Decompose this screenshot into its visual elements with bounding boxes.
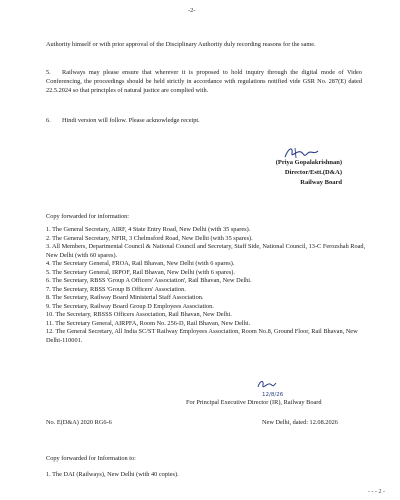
handwritten-initials <box>256 378 283 400</box>
dated-line: New Delhi, dated: 12.08.2026 <box>262 419 338 426</box>
copy-list-item: 6. The Secretary, RBSS 'Group A Officers' Association', Rail Bhavan, New Delhi. <box>46 277 252 284</box>
copy-list-item: 2. The General Secretary, NFIR, 3 Chelmsford Road, New Delhi (with 35 spares). <box>46 234 253 242</box>
paragraph-5-text: Railways may please ensure that wherever it is proposed to hold inquiry through the digital mode of Video Conferencing, the proceedings should be held strictly in accordance with regulations notified vide GSR No. 287(E) dated 22.5.2024 so that principles of natural justice are complied with. <box>46 69 362 95</box>
paragraph-6-number: 6. <box>46 117 51 124</box>
paragraph-6-text: Hindi version will follow. Please acknowledge receipt. <box>62 117 200 124</box>
signatory-designation: Director/Estt.(D&A) <box>284 169 342 177</box>
page-number: -2- <box>188 7 196 14</box>
copy-forwarded-title: Copy forwarded for information: <box>46 213 130 220</box>
copy-list-item: 8. The Secretary, Railway Board Ministerial Staff Association. <box>46 294 204 301</box>
paragraph-5-number: 5. <box>46 69 51 76</box>
initials-date: 12/8/26 <box>262 392 284 399</box>
signatory-office: Railway Board <box>300 179 342 187</box>
paragraph-6 <box>46 116 362 125</box>
copy-list-item: 7. The Secretary, RBSS 'Group B Officers' Association. <box>46 285 186 293</box>
initials-signature <box>256 378 278 392</box>
copy-forwarded-list <box>46 226 366 345</box>
copy-list-item: 5. The Secretary General, IRPOF, Rail Bhavan, New Delhi (with 6 spares). <box>46 268 235 276</box>
copy-forwarded-title-2: Copy forwarded for Information to: <box>46 455 136 462</box>
copy-list-2-item: 1. The DAI (Railways), New Delhi (with 40 copies). <box>46 471 179 478</box>
copy-list-item: 4. The Secretary General, FROA, Rail Bhavan, New Delhi (with 6 spares). <box>46 260 235 267</box>
file-number: No. E(D&A) 2020 RG6-6 <box>46 419 112 426</box>
paragraph-continuation: Authority himself or with prior approval of the Disciplinary Authority duly recording reasons for the same. <box>46 41 316 48</box>
copy-list-item: 12. The General Secretary, All India SC/ST Railway Employees Association, Room No.8, Ground Floor, Rail Bhavan, New Delhi-110001. <box>46 328 358 344</box>
copy-list-item: 3. All Members, Departmental Council & National Council and Secretary, Staff Side, National Council, 13-C Ferozshah Road, New Delhi (with 60 spares). <box>46 243 366 259</box>
signature-block <box>276 158 342 188</box>
for-principal-executive-director: For Principal Executive Director (IR), Railway Board <box>186 399 322 406</box>
continuation-mark: - - - 2 - <box>368 489 385 495</box>
signatory-name: (Priya Gopalakrishnan) <box>275 159 342 166</box>
copy-list-item: 9. The Secretary, Railway Board Group D Employees Association. <box>46 302 214 310</box>
paragraph-5 <box>46 68 362 95</box>
copy-list-item: 10. The Secretary, RBSSS Officers Association, Rail Bhavan, New Delhi. <box>46 311 232 318</box>
copy-list-item: 1. The General Secretary, AIRF, 4 State Entry Road, New Delhi (with 35 spares). <box>46 226 251 233</box>
copy-list-item: 11. The Secretary General, AIRPFA, Room No. 256-D, Rail Bhavan, New Delhi. <box>46 319 251 327</box>
